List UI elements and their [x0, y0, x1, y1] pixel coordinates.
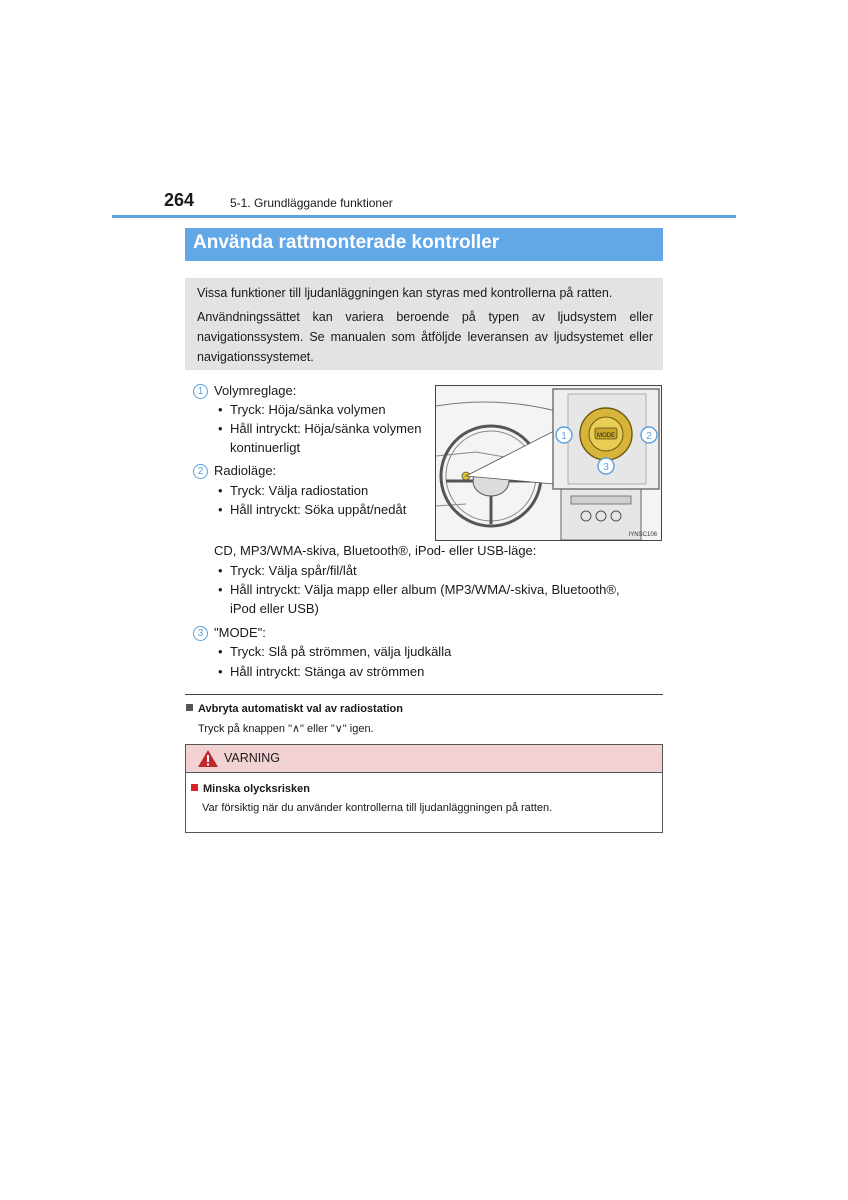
- chapter-title: 5-1. Grundläggande funktioner: [230, 196, 393, 210]
- page-number: 264: [164, 190, 195, 210]
- item-1-bullet-1: • Tryck: Höja/sänka volymen: [218, 402, 386, 417]
- item-1-number-icon: 1: [193, 384, 208, 399]
- mode-button-label: MODE: [597, 433, 615, 439]
- item-3-bullet-1: • Tryck: Slå på strömmen, välja ljudkälla: [218, 644, 452, 659]
- item-2-bullet-1: • Tryck: Välja radiostation: [218, 483, 369, 498]
- steering-wheel-figure: [435, 385, 662, 541]
- note-heading: Avbryta automatiskt val av radiostation: [186, 703, 403, 715]
- warning-label: VARNING: [224, 751, 281, 765]
- item-2-bullet-2: • Håll intryckt: Söka uppåt/nedåt: [218, 502, 407, 517]
- warning-subtitle: Minska olycksrisken: [191, 783, 310, 795]
- section-title: Använda rattmonterade kontroller: [193, 232, 500, 253]
- square-bullet-icon: [186, 704, 193, 711]
- intro-paragraph-2: Användningssättet kan variera beroende på typen av ljudsystem eller navigationssystem. Se manualen som åtföljde leveransen av ljudsystemet eller navigationssystemet.: [197, 310, 653, 364]
- warning-box: [185, 744, 663, 833]
- section-divider: [185, 694, 663, 695]
- callout-2: 2: [646, 431, 652, 442]
- warning-header: [186, 745, 662, 773]
- item-1-bullet-2: • Håll intryckt: Höja/sänka volymen: [218, 421, 422, 436]
- section-bar: [185, 228, 663, 261]
- steering-wheel-illustration: [436, 386, 661, 540]
- item-3-number-icon: 3: [193, 626, 208, 641]
- item-1-title: Volymreglage:: [214, 383, 297, 398]
- figure-code: IYNSC106: [628, 532, 657, 538]
- item-2-cd-title: CD, MP3/WMA-skiva, Bluetooth®, iPod- eller USB-läge:: [214, 543, 537, 558]
- item-2-cd-bullet-2: • Håll intryckt: Välja mapp eller album (MP3/WMA/-skiva, Bluetooth®,: [218, 582, 620, 597]
- callout-3: 3: [603, 462, 609, 473]
- warning-triangle-icon: [197, 749, 219, 768]
- item-3-bullet-2: • Håll intryckt: Stänga av strömmen: [218, 664, 425, 679]
- header-rule: [112, 215, 736, 218]
- intro-paragraph-1: Vissa funktioner till ljudanläggningen kan styras med kontrollerna på ratten.: [197, 286, 613, 300]
- item-2-cd-bullet-1: • Tryck: Välja spår/fil/låt: [218, 563, 357, 578]
- intro-box: [185, 278, 663, 370]
- item-2-cd-bullet-2-cont: iPod eller USB): [230, 601, 319, 616]
- callout-1: 1: [561, 431, 567, 442]
- item-2-number-icon: 2: [193, 464, 208, 479]
- item-1-bullet-2-cont: kontinuerligt: [230, 440, 301, 455]
- item-2-title: Radioläge:: [214, 463, 277, 478]
- note-body: Tryck på knappen "∧" eller "∨" igen.: [198, 723, 374, 735]
- red-square-bullet-icon: [191, 784, 198, 791]
- warning-text: Var försiktig när du använder kontrollerna till ljudanläggningen på ratten.: [202, 802, 553, 814]
- item-3-title: "MODE":: [214, 625, 266, 640]
